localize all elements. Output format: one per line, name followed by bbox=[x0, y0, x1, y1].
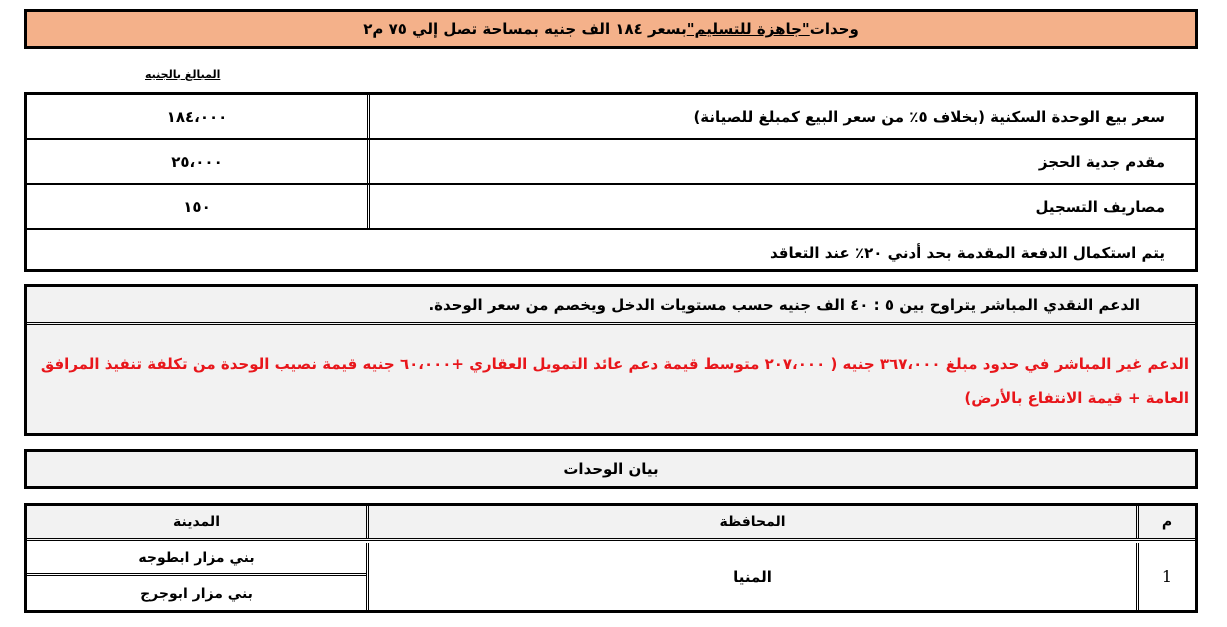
booking-label: مقدم جدية الحجز bbox=[367, 140, 1195, 183]
price-row-booking bbox=[27, 140, 1195, 185]
units-table-header bbox=[27, 506, 1195, 541]
header-city: المدينة bbox=[173, 514, 220, 530]
units-title: بيان الوحدات bbox=[24, 449, 1198, 489]
table-row bbox=[27, 543, 1195, 610]
price-row-registration bbox=[27, 185, 1195, 230]
price-value: ١٨٤،٠٠٠ bbox=[166, 107, 228, 126]
registration-value: ١٥٠ bbox=[183, 197, 211, 216]
price-table bbox=[24, 92, 1198, 272]
price-label: سعر بيع الوحدة السكنية (بخلاف ٥٪ من سعر البيع كمبلغ للصيانة) bbox=[367, 95, 1195, 138]
city-item: بني مزار ابوجرج bbox=[140, 585, 253, 602]
registration-label: مصاريف التسجيل bbox=[367, 185, 1195, 228]
header-governorate: المحافظة bbox=[366, 506, 1139, 538]
header-highlight: "جاهزة للتسليم" bbox=[686, 20, 810, 38]
price-row-unit-price bbox=[27, 95, 1195, 140]
direct-support: الدعم النقدي المباشر يتراوح بين ٥ : ٤٠ الف جنيه حسب مستويات الدخل ويخصم من سعر الوحدة. bbox=[27, 287, 1195, 325]
indirect-support: الدعم غير المباشر في حدود مبلغ ٣٦٧،٠٠٠ جنيه ( ٢٠٧،٠٠٠ متوسط قيمة دعم عائد التمويل العقاري +٦٠،٠٠٠ جنيه قيمة نصيب الوحدة من تكلفة تنفيذ المرافق العامة + قيمة الانتفاع بالأرض) bbox=[40, 355, 1189, 407]
header-suffix: بسعر ١٨٤ الف جنيه بمساحة تصل إلي ٧٥ م٢ bbox=[363, 20, 687, 38]
page-header bbox=[24, 9, 1198, 49]
booking-value: ٢٥،٠٠٠ bbox=[171, 152, 223, 171]
amounts-note: المبالغ بالجنيه bbox=[145, 68, 221, 81]
row-cities bbox=[27, 543, 366, 610]
units-table bbox=[24, 503, 1198, 613]
row-governorate: المنيا bbox=[366, 543, 1139, 610]
price-footer: يتم استكمال الدفعة المقدمة بحد أدني ٢٠٪ عند التعاقد bbox=[770, 243, 1165, 262]
header-m: م bbox=[1161, 514, 1173, 530]
city-item: بني مزار ابطوجه bbox=[27, 543, 366, 576]
support-box bbox=[24, 284, 1198, 436]
row-number: 1 bbox=[1161, 567, 1173, 586]
header-prefix: وحدات bbox=[809, 20, 859, 38]
